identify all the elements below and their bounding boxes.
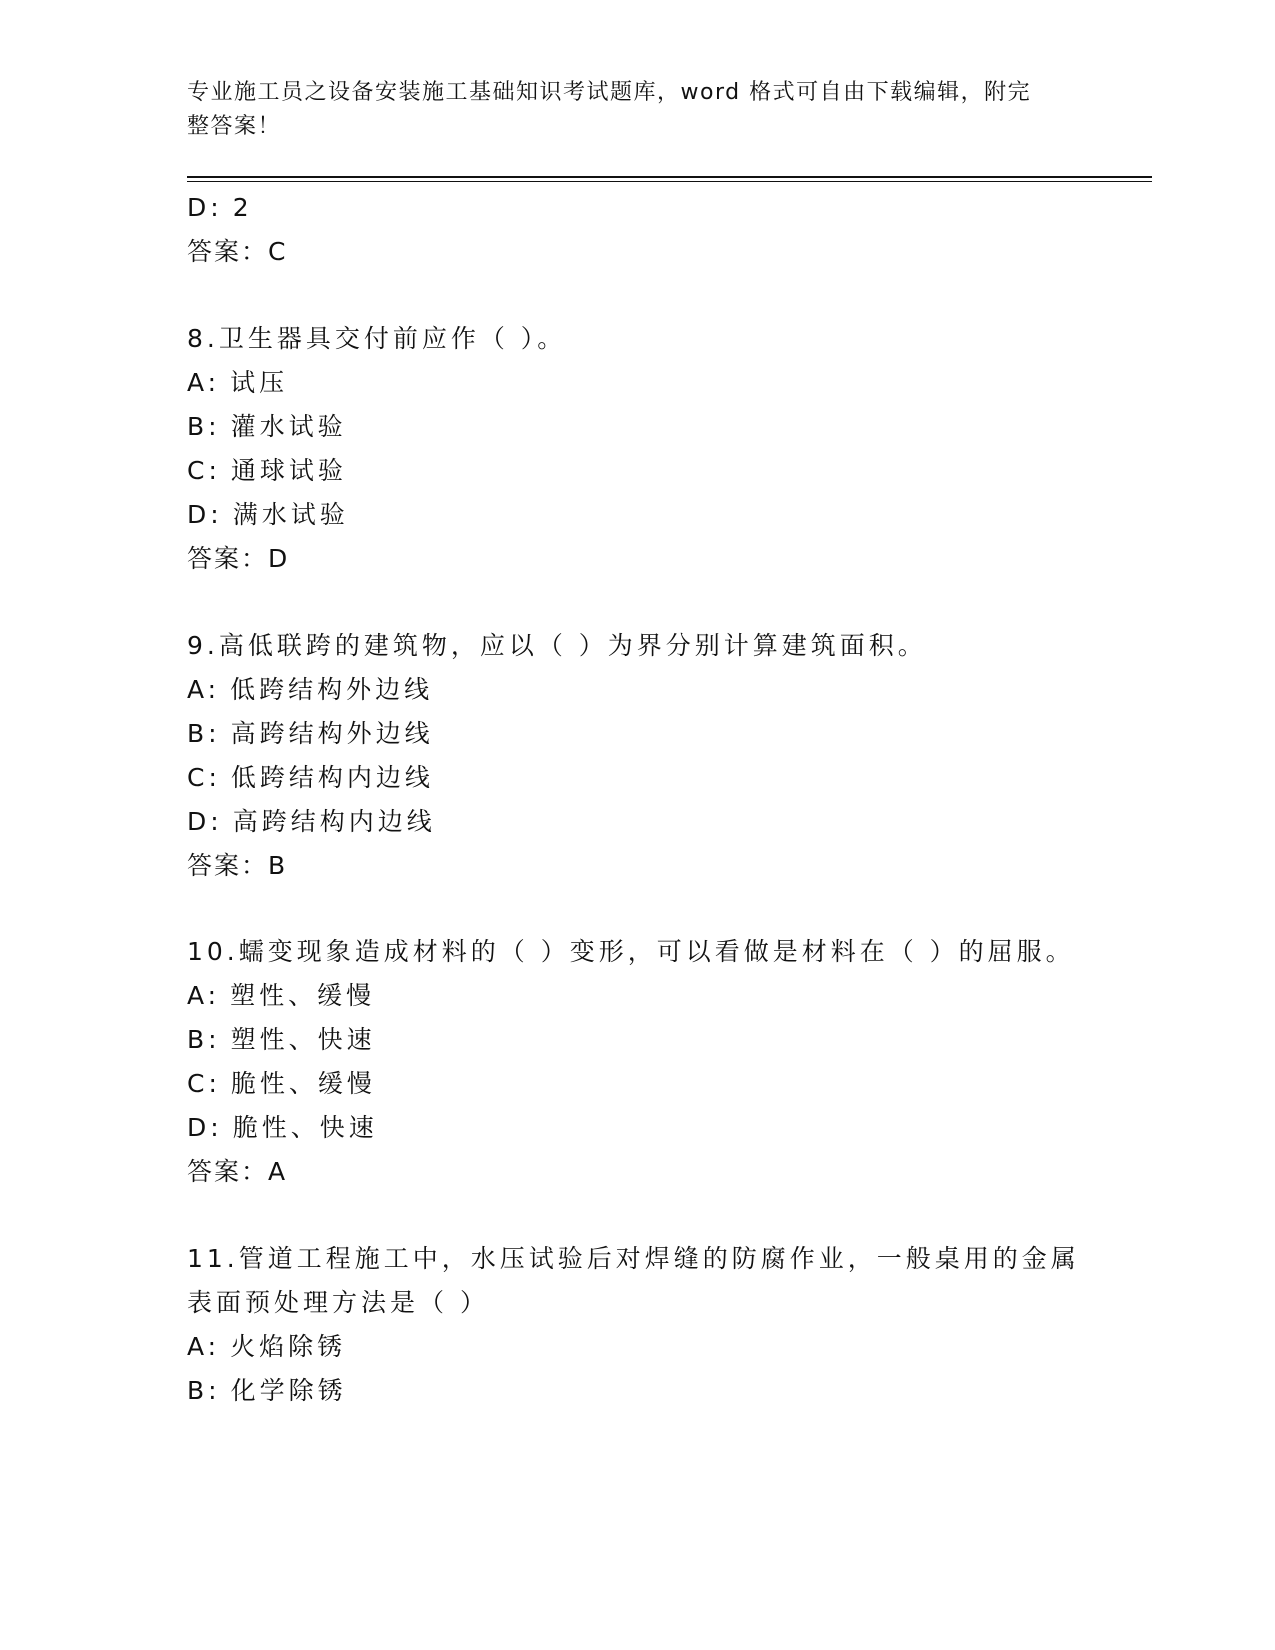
option-label: B: — [187, 719, 221, 748]
question-8-option-c — [187, 454, 347, 488]
option-label: C: — [187, 1069, 221, 1098]
option-text: 高跨结构内边线 — [232, 807, 436, 836]
answer-label: 答案： — [187, 544, 269, 573]
answer-value: D — [268, 544, 288, 573]
question-9-option-d — [187, 805, 436, 839]
option-label: A: — [187, 368, 221, 397]
question-10-option-b — [187, 1023, 376, 1057]
answer-value: B — [268, 851, 286, 880]
option-text: 塑性、缓慢 — [230, 981, 376, 1010]
header-title-line-2: 整答案！ — [187, 114, 282, 139]
header-title-line-1: 专业施工员之设备安装施工基础知识考试题库，word 格式可自由下载编辑，附完 — [187, 80, 1032, 105]
option-text: 灌水试验 — [230, 412, 347, 441]
option-label: B: — [187, 1025, 221, 1054]
question-9-option-b — [187, 717, 434, 751]
option-label: C: — [187, 763, 221, 792]
question-10-answer — [187, 1155, 285, 1189]
option-text: 脆性、快速 — [232, 1113, 378, 1142]
header-divider-thick — [187, 176, 1152, 178]
option-text: 2 — [232, 193, 253, 222]
option-label: A: — [187, 675, 221, 704]
option-label: B: — [187, 1376, 221, 1405]
header-divider-thin — [187, 181, 1152, 182]
question-9-answer — [187, 849, 285, 883]
option-label: D: — [187, 1113, 223, 1142]
question-11-stem-line-1: 11.管道工程施工中，水压试验后对焊缝的防腐作业，一般桌用的金属 — [187, 1244, 1080, 1273]
question-10-option-d — [187, 1111, 378, 1145]
question-9-option-a — [187, 673, 433, 707]
answer-value: A — [268, 1157, 286, 1186]
option-text: 满水试验 — [232, 500, 349, 529]
question-8-option-b — [187, 410, 347, 444]
answer-value: C — [268, 237, 286, 266]
answer-label: 答案： — [187, 237, 269, 266]
option-text: 通球试验 — [230, 456, 347, 485]
question-11-stem-line-2: 表面预处理方法是（ ） — [187, 1288, 489, 1317]
question-11-option-a — [187, 1330, 346, 1364]
prev-option-d — [187, 191, 253, 225]
option-label: D: — [187, 807, 223, 836]
option-label: D: — [187, 500, 223, 529]
question-9-stem: 9.高低联跨的建筑物，应以（ ）为界分别计算建筑面积。 — [187, 631, 927, 660]
question-9-option-c — [187, 761, 434, 795]
option-text: 塑性、快速 — [230, 1025, 376, 1054]
prev-answer — [187, 235, 285, 269]
option-label: B: — [187, 412, 221, 441]
option-text: 低跨结构内边线 — [230, 763, 434, 792]
question-8-option-d — [187, 498, 349, 532]
answer-label: 答案： — [187, 1157, 269, 1186]
option-label: D: — [187, 193, 223, 222]
answer-label: 答案： — [187, 851, 269, 880]
option-label: C: — [187, 456, 221, 485]
question-11-option-b — [187, 1374, 347, 1408]
question-8-stem: 8.卫生器具交付前应作（ ）。 — [187, 324, 567, 353]
option-label: A: — [187, 981, 221, 1010]
option-text: 低跨结构外边线 — [230, 675, 434, 704]
option-text: 化学除锈 — [230, 1376, 347, 1405]
option-label: A: — [187, 1332, 221, 1361]
document-header — [187, 76, 1067, 144]
question-10-option-c — [187, 1067, 376, 1101]
option-text: 高跨结构外边线 — [230, 719, 434, 748]
option-text: 脆性、缓慢 — [230, 1069, 376, 1098]
option-text: 火焰除锈 — [230, 1332, 347, 1361]
question-10-option-a — [187, 979, 375, 1013]
option-text: 试压 — [230, 368, 289, 397]
question-8-answer — [187, 542, 287, 576]
question-8-option-a — [187, 366, 288, 400]
question-10-stem: 10.蠕变现象造成材料的（ ）变形，可以看做是材料在（ ）的屈服。 — [187, 937, 1075, 966]
